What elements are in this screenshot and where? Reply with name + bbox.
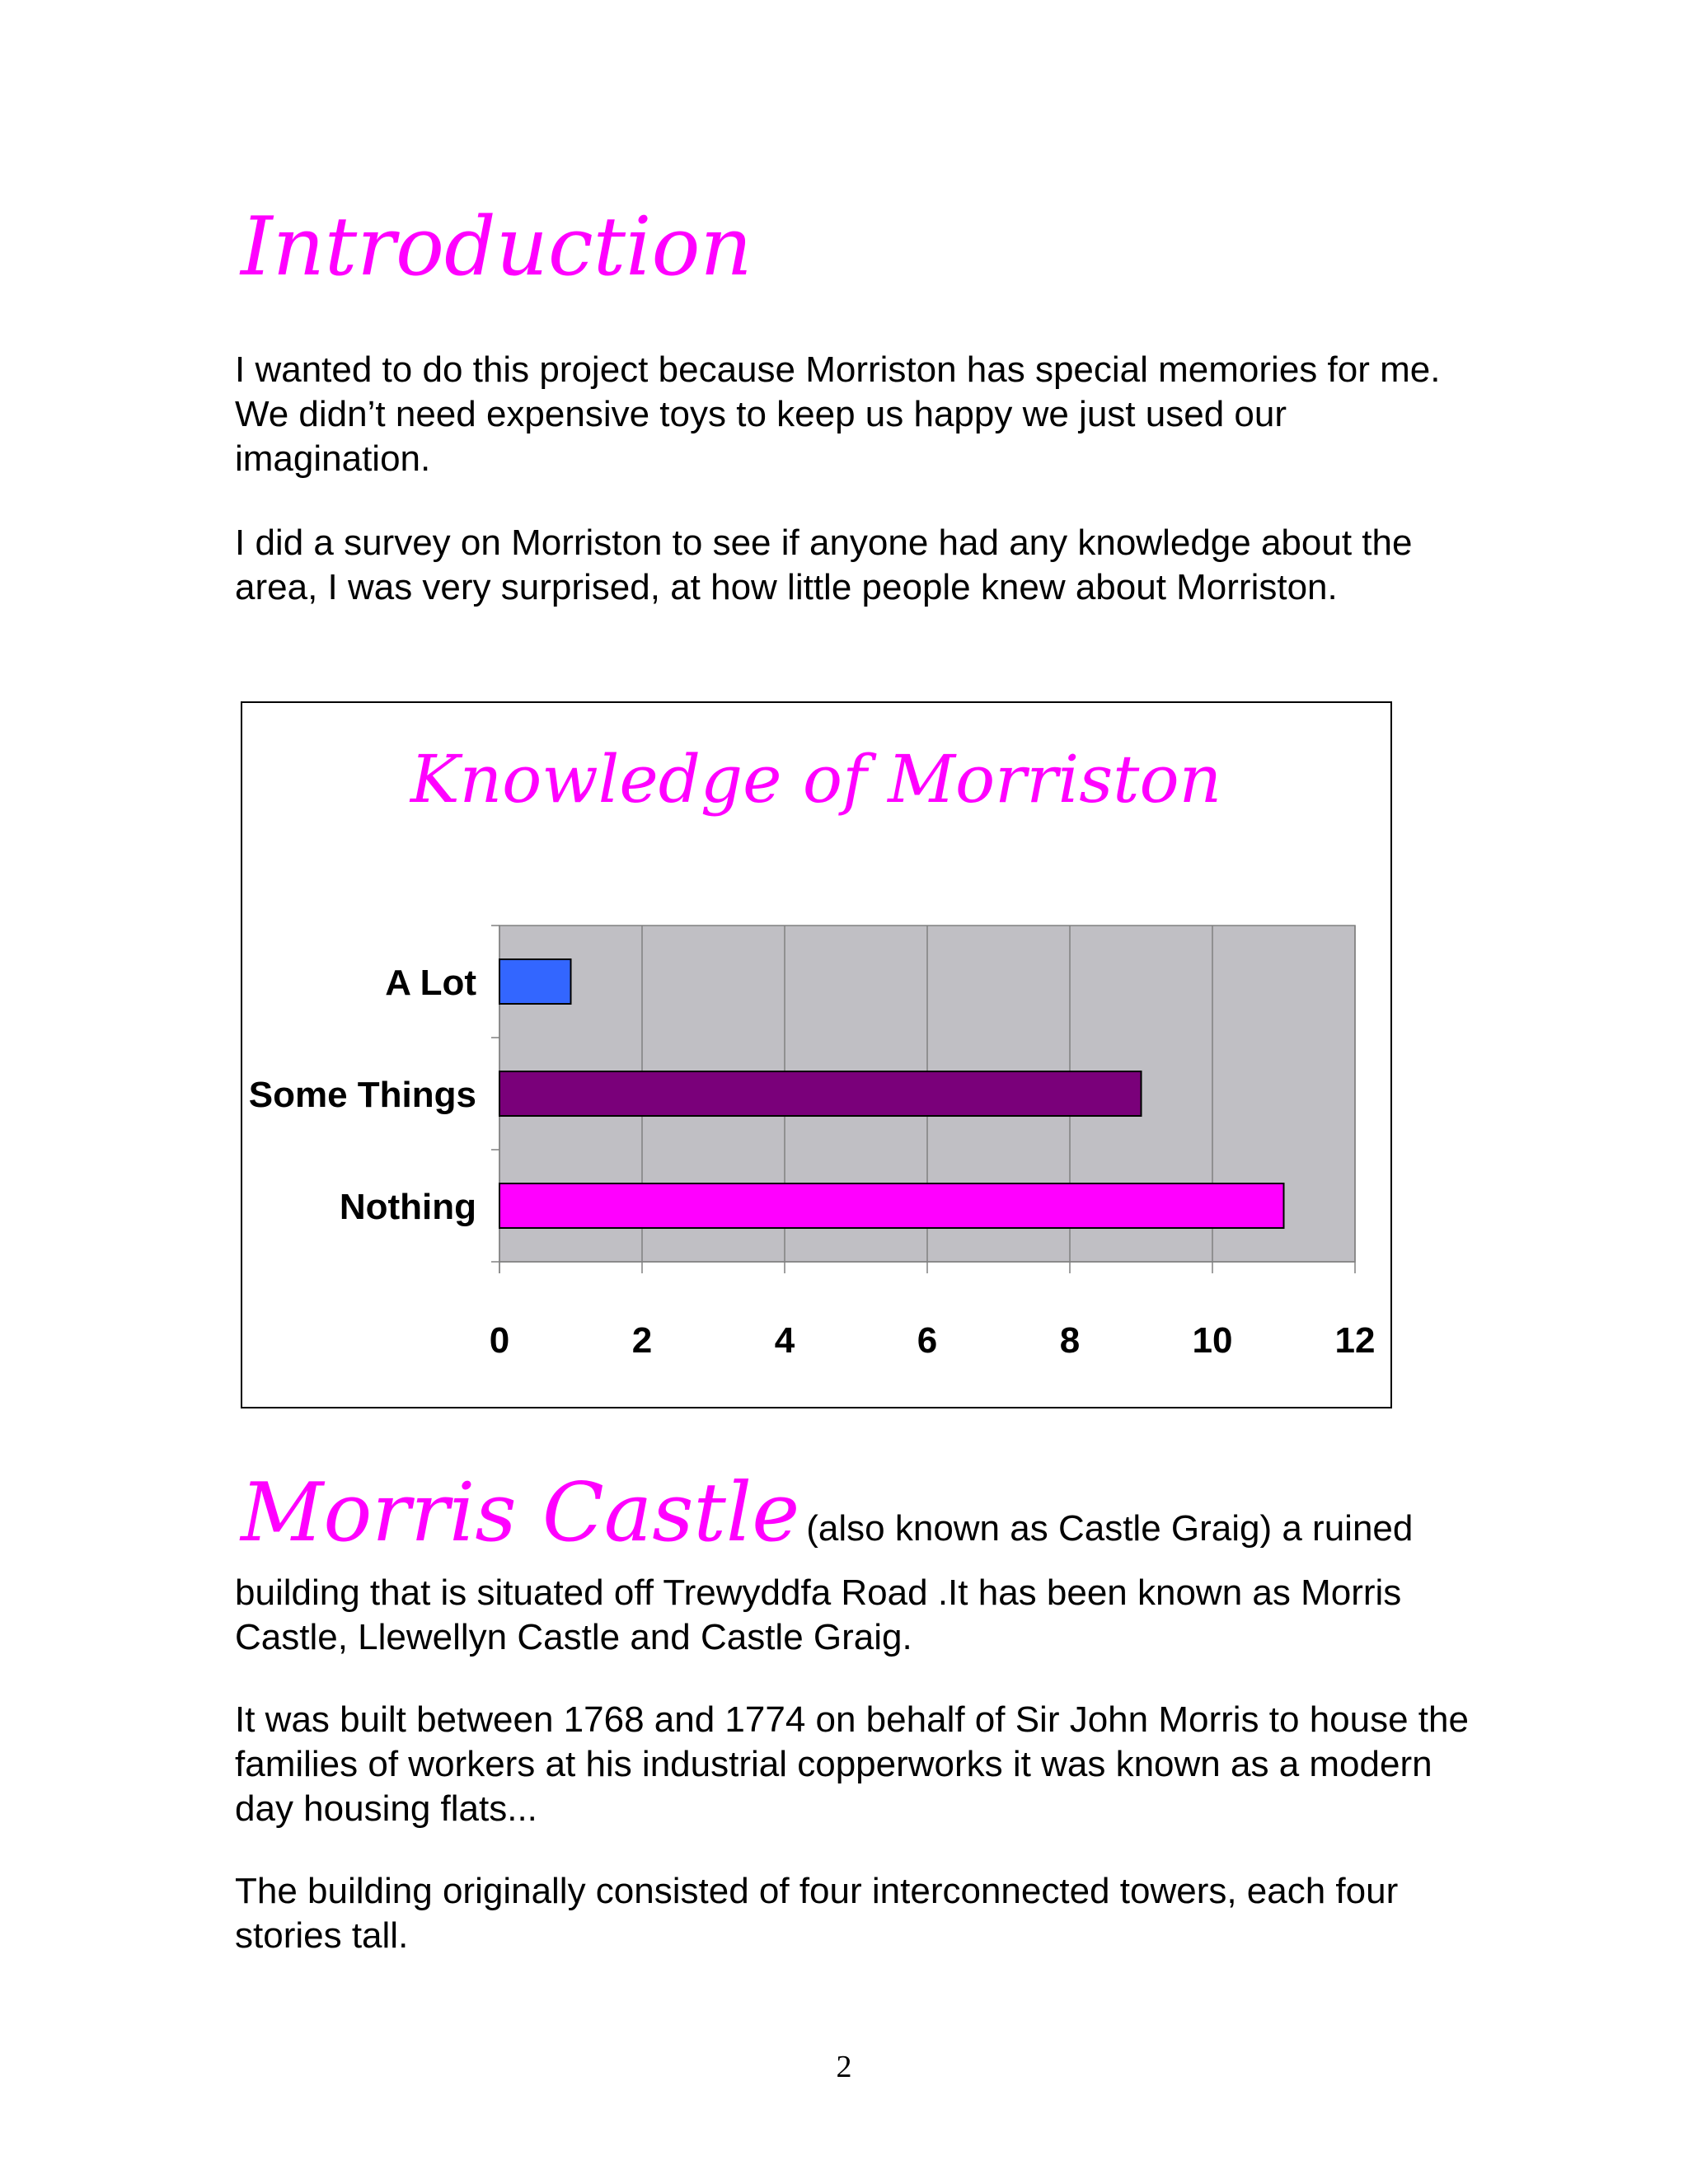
x-tick-label: 4: [774, 1320, 795, 1361]
x-tick-label: 2: [631, 1320, 653, 1361]
category-label: A Lot: [385, 963, 476, 1003]
bar-nothing: [499, 1183, 1284, 1228]
castle-inline-text: (also known as Castle Graig) a ruined: [806, 1508, 1414, 1549]
category-label: Nothing: [339, 1187, 476, 1227]
bar-some-things: [499, 1071, 1142, 1116]
castle-paragraph-3: The building originally consisted of four interconnected towers, each four stories tall.: [235, 1871, 1399, 1956]
page-number: 2: [836, 2050, 852, 2084]
introduction-heading: Introduction: [241, 200, 753, 294]
castle-heading-line: [241, 1464, 1413, 1563]
x-tick-label: 6: [917, 1320, 938, 1361]
intro-paragraph-2: I did a survey on Morriston to see if anyone had any knowledge about the area, I was very surprised, at how little people knew about Morriston.: [235, 523, 1413, 607]
chart-canvas: [242, 703, 1390, 1407]
castle-paragraph-2: It was built between 1768 and 1774 on behalf of Sir John Morris to house the families of workers at his industrial copperworks it was known as a modern day housing flats...: [235, 1699, 1469, 1829]
category-label: Some Things: [248, 1075, 476, 1115]
intro-paragraph-1: I wanted to do this project because Morriston has special memories for me. We didn’t need expensive toys to keep us happy we just used our imagination.: [235, 349, 1441, 479]
x-tick-label: 0: [489, 1320, 510, 1361]
castle-paragraph-1: building that is situated off Trewyddfa Road .It has been known as Morris Castle, Llewellyn Castle and Castle Graig.: [235, 1572, 1402, 1657]
x-tick-label: 10: [1192, 1320, 1233, 1361]
knowledge-chart: [241, 701, 1392, 1408]
x-tick-label: 12: [1334, 1320, 1376, 1361]
chart-title: Knowledge of Morriston: [410, 741, 1222, 818]
morris-castle-heading: Morris Castle: [241, 1466, 800, 1560]
x-tick-label: 8: [1059, 1320, 1081, 1361]
bar-a-lot: [499, 959, 571, 1004]
